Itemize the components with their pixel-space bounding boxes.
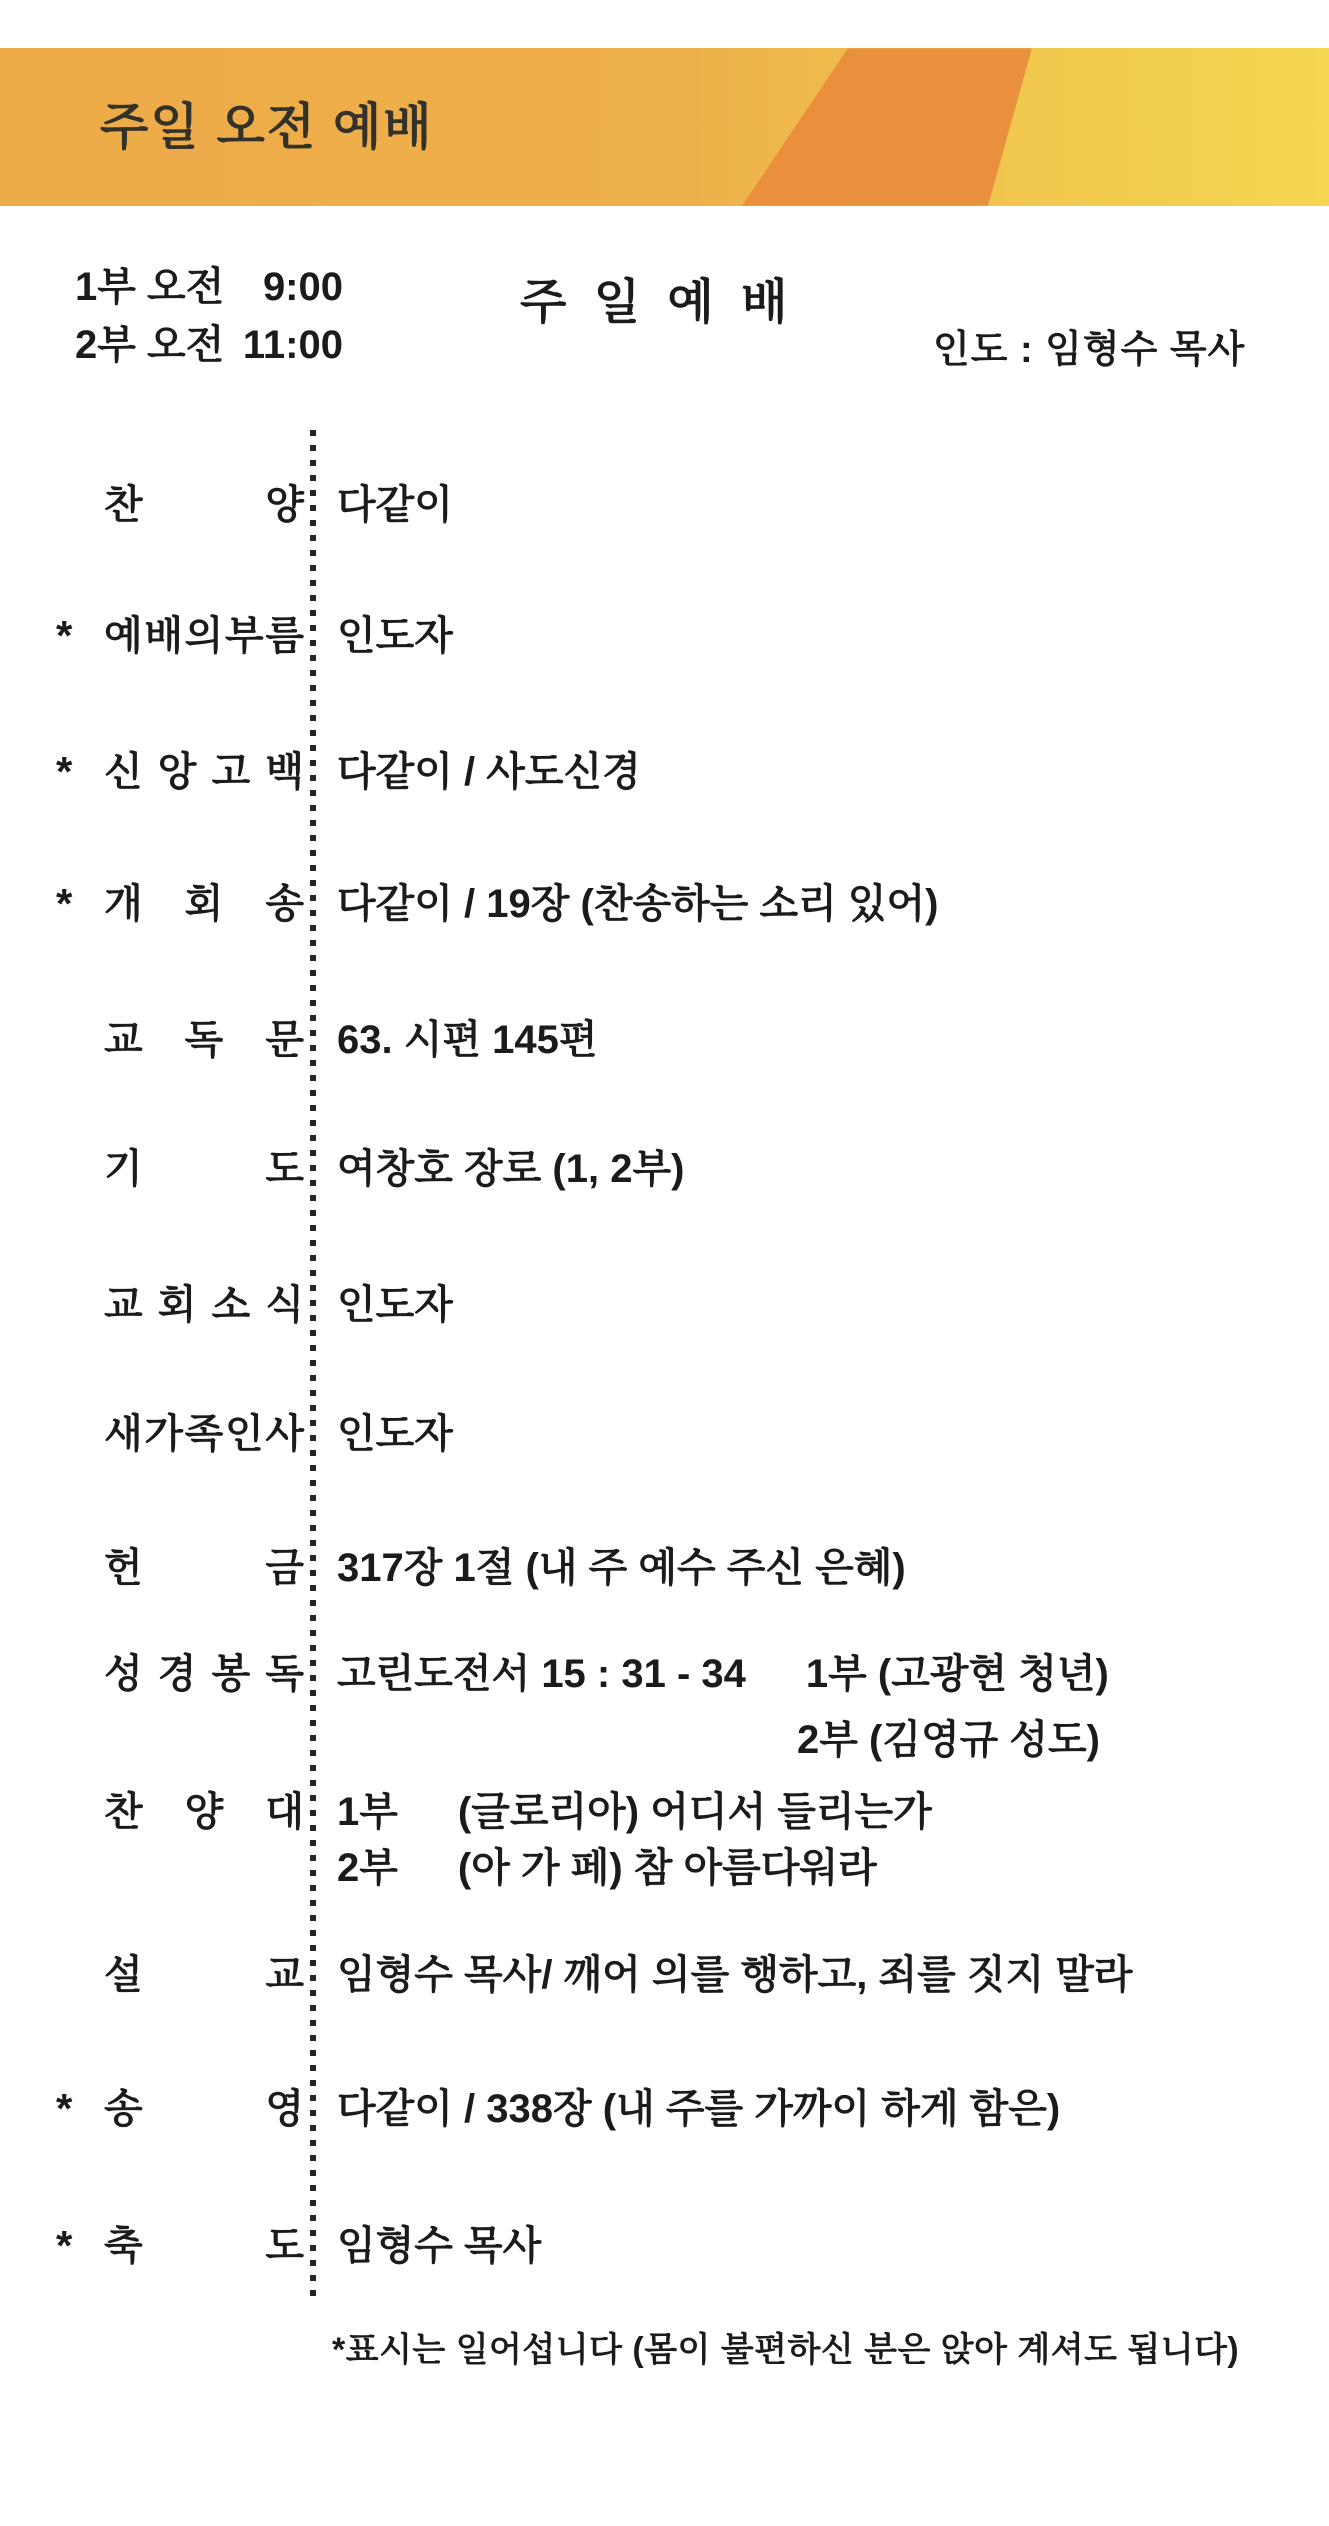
row-label — [104, 1410, 304, 1458]
content-segment: 여창호 장로 (1, 2부) — [337, 1147, 685, 1191]
row-label — [104, 1016, 304, 1064]
star-marker: * — [56, 2085, 73, 2132]
row-content — [337, 2085, 1060, 2133]
content-line — [337, 1016, 598, 1064]
row-content — [337, 1281, 453, 1329]
star-marker: * — [56, 2222, 73, 2269]
row-label-char: 사 — [265, 1412, 304, 1456]
row-label-char: 름 — [265, 614, 304, 658]
row-label — [104, 1650, 304, 1698]
content-segment: 다같이 — [337, 483, 453, 527]
row-content — [337, 1145, 684, 1193]
row-label — [104, 1281, 304, 1329]
content-line — [337, 1788, 932, 1836]
content-line — [337, 612, 453, 660]
row-label-char: 헌 — [104, 1546, 143, 1590]
row-label — [104, 748, 304, 796]
row-label-char: 신 — [104, 750, 143, 794]
service-title: 주 일 예 배 — [520, 276, 795, 329]
star-marker: * — [56, 880, 73, 927]
row-label-char: 축 — [104, 2224, 143, 2268]
content-segment: 임형수 목사/ 깨어 의를 행하고, 죄를 짓지 말라 — [337, 1953, 1133, 1997]
row-label-char: 회 — [184, 882, 224, 926]
content-segment: (아 가 페) 참 아름다워라 — [457, 1846, 877, 1890]
row-label-char: 새 — [104, 1412, 143, 1456]
row-content — [337, 2222, 541, 2270]
row-content — [337, 1650, 1109, 1764]
row-label-char: 가 — [144, 1412, 183, 1456]
row-label-char: 소 — [211, 1283, 251, 1327]
row-label-char: 송 — [265, 882, 304, 926]
row-content — [337, 481, 453, 529]
row-label-char: 설 — [104, 1953, 143, 1997]
row-label-char: 독 — [184, 1018, 224, 1062]
row-label — [104, 1951, 304, 1999]
row-content — [337, 748, 641, 796]
row-content — [337, 1544, 906, 1592]
content-line — [337, 1145, 684, 1193]
content-segment: 1부 (고광현 청년) — [805, 1652, 1109, 1696]
content-segment: 2부 — [337, 1846, 398, 1890]
row-label-char: 부 — [224, 614, 264, 658]
row-label-char: 성 — [104, 1652, 143, 1696]
row-label — [104, 481, 304, 529]
content-line — [337, 1410, 453, 1458]
time-value-2: 11:00 — [242, 323, 343, 367]
row-content — [337, 880, 939, 928]
content-line — [337, 481, 453, 529]
row-label-char: 송 — [104, 2087, 143, 2131]
row-label — [104, 1788, 304, 1836]
row-label — [104, 612, 304, 660]
row-content — [337, 1951, 1133, 1999]
footnote: *표시는 일어섭니다 (몸이 불편하신 분은 앉아 계셔도 됩니다) — [332, 2331, 1240, 2369]
time-value-1: 9:00 — [262, 265, 343, 309]
row-label-char: 봉 — [211, 1652, 251, 1696]
content-segment: 인도자 — [337, 1412, 453, 1456]
divider-dotted — [310, 430, 316, 2302]
row-label-char: 영 — [265, 2087, 304, 2131]
row-label-char: 예 — [104, 614, 143, 658]
row-label — [104, 880, 304, 928]
row-label-char: 기 — [104, 1147, 143, 1191]
time-row-2 — [75, 321, 343, 369]
star-marker: * — [56, 748, 73, 795]
row-label-char: 앙 — [157, 750, 197, 794]
content-segment: 다같이 / 338장 (내 주를 가까이 하게 함은) — [337, 2087, 1061, 2131]
row-label-char: 고 — [211, 750, 251, 794]
row-label-char: 배 — [144, 614, 183, 658]
row-label-char: 교 — [104, 1018, 143, 1062]
row-label-char: 교 — [265, 1953, 304, 1997]
content-segment: 임형수 목사 — [337, 2224, 542, 2268]
content-line — [337, 1951, 1133, 1999]
service-times — [75, 263, 343, 369]
row-label-char: 도 — [265, 1147, 304, 1191]
row-label-char: 백 — [265, 750, 304, 794]
row-label-char: 찬 — [104, 483, 143, 527]
row-content — [337, 1410, 453, 1458]
content-segment: 다같이 / 19장 (찬송하는 소리 있어) — [337, 882, 939, 926]
row-label-char: 교 — [104, 1283, 143, 1327]
row-label-char: 인 — [224, 1412, 264, 1456]
banner — [0, 48, 1329, 206]
content-line — [337, 748, 641, 796]
content-segment: 1부 — [337, 1790, 398, 1834]
time-label-2: 2부 오전 — [75, 323, 225, 367]
content-segment: 317장 1절 (내 주 예수 주신 은혜) — [337, 1546, 906, 1590]
content-segment: (글로리아) 어디서 들리는가 — [457, 1790, 932, 1834]
row-content — [337, 1788, 932, 1892]
row-label-char: 회 — [157, 1283, 197, 1327]
content-segment: 63. 시편 145편 — [337, 1018, 598, 1062]
content-line — [337, 2085, 1060, 2133]
row-label — [104, 1145, 304, 1193]
row-label-char: 문 — [265, 1018, 304, 1062]
content-line — [337, 2222, 541, 2270]
row-content — [337, 612, 453, 660]
row-label-char: 독 — [265, 1652, 304, 1696]
content-segment: 다같이 / 사도신경 — [337, 750, 641, 794]
content-segment: 고린도전서 15 : 31 - 34 — [337, 1652, 746, 1696]
time-row-1 — [75, 263, 343, 311]
row-label-char: 대 — [265, 1790, 304, 1834]
row-label-char: 식 — [265, 1283, 304, 1327]
content-line — [337, 1716, 1109, 1764]
row-label-char: 개 — [104, 882, 143, 926]
service-leader: 인도 : 임형수 목사 — [933, 329, 1246, 371]
row-label — [104, 2085, 304, 2133]
content-segment: 인도자 — [337, 1283, 453, 1327]
row-label-char: 경 — [157, 1652, 197, 1696]
content-segment: 인도자 — [337, 614, 453, 658]
row-label-char: 양 — [184, 1790, 224, 1834]
content-segment: 2부 (김영규 성도) — [797, 1718, 1100, 1762]
row-content — [337, 1016, 598, 1064]
row-label-char: 금 — [265, 1546, 304, 1590]
content-line — [337, 880, 939, 928]
row-label — [104, 1544, 304, 1592]
banner-title: 주일 오전 예배 — [100, 99, 434, 155]
row-label-char: 족 — [184, 1412, 224, 1456]
time-label-1: 1부 오전 — [75, 265, 225, 309]
star-marker: * — [56, 612, 73, 659]
row-label-char: 양 — [265, 483, 304, 527]
row-label — [104, 2222, 304, 2270]
row-label-char: 도 — [265, 2224, 304, 2268]
row-label-char: 찬 — [104, 1790, 143, 1834]
content-line — [337, 1650, 1109, 1698]
content-line — [337, 1844, 932, 1892]
row-label-char: 의 — [184, 614, 224, 658]
content-line — [337, 1281, 453, 1329]
content-line — [337, 1544, 906, 1592]
